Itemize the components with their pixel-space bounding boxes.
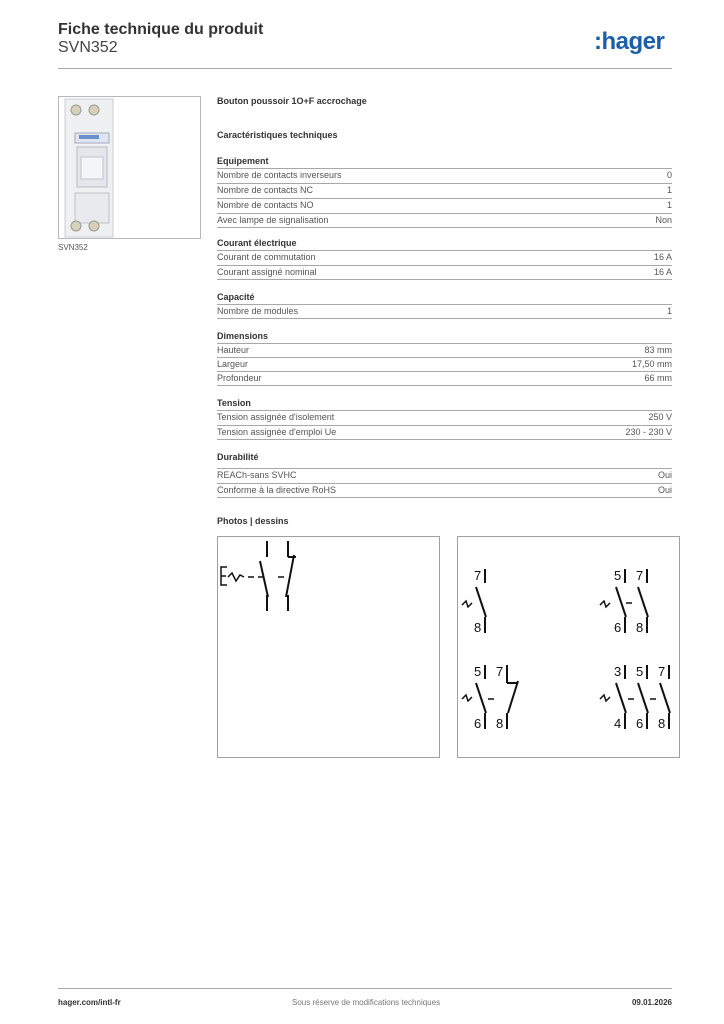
section-title-courant: Courant électrique	[217, 238, 297, 248]
spec-row: Tension assignée d'isolement 250 V	[217, 410, 672, 425]
photo-caption: SVN352	[58, 243, 88, 252]
product-reference: SVN352	[58, 39, 118, 56]
spec-row: Nombre de modules 1	[217, 304, 672, 319]
product-name: Bouton poussoir 1O+F accrochage	[217, 96, 367, 106]
terminal-label: 3	[614, 664, 622, 679]
terminal-label: 5	[614, 568, 622, 583]
terminal-label: 8	[496, 716, 504, 731]
section-title-equipement: Equipement	[217, 156, 269, 166]
terminal-label: 7	[658, 664, 666, 679]
header-divider	[58, 68, 672, 69]
spec-row: REACh-sans SVHC Oui	[217, 468, 672, 483]
spec-row: Tension assignée d'emploi Ue 230 - 230 V	[217, 425, 672, 440]
product-image	[59, 97, 200, 238]
section-title-durabilite: Durabilité	[217, 452, 259, 462]
spec-row: Profondeur 66 mm	[217, 371, 672, 386]
spec-row: Conforme à la directive RoHS Oui	[217, 483, 672, 498]
terminal-label: 5	[636, 664, 644, 679]
terminal-label: 8	[658, 716, 666, 731]
hager-logo: :hager	[594, 28, 665, 55]
characteristics-title: Caractéristiques techniques	[217, 130, 338, 140]
footer-notice: Sous réserve de modifications techniques	[292, 998, 441, 1007]
spec-row: Courant assigné nominal 16 A	[217, 265, 672, 280]
footer-divider	[58, 988, 672, 989]
terminal-label: 4	[614, 716, 622, 731]
footer-website-link[interactable]: hager.com/intl-fr	[58, 998, 121, 1007]
spec-row: Nombre de contacts NC 1	[217, 183, 672, 198]
spec-row: Largeur 17,50 mm	[217, 357, 672, 372]
spec-row: Courant de commutation 16 A	[217, 250, 672, 265]
terminal-label: 7	[474, 568, 482, 583]
section-title-tension: Tension	[217, 398, 251, 408]
document-title: Fiche technique du produit	[58, 21, 264, 38]
terminal-label: 6	[474, 716, 482, 731]
switch-symbol-drawing	[218, 537, 439, 757]
terminal-label: 6	[614, 620, 622, 635]
footer-date: 09.01.2026	[631, 998, 672, 1007]
spec-row: Hauteur 83 mm	[217, 343, 672, 358]
terminal-label: 6	[636, 716, 644, 731]
section-title-capacite: Capacité	[217, 292, 255, 302]
section-title-dimensions: Dimensions	[217, 331, 269, 341]
product-photo	[58, 96, 201, 239]
spec-row: Nombre de contacts inverseurs 0	[217, 168, 672, 183]
terminal-label: 8	[636, 620, 644, 635]
spec-row: Avec lampe de signalisation Non	[217, 213, 672, 228]
terminal-label: 5	[474, 664, 482, 679]
dimension-drawing-box	[217, 536, 440, 758]
terminal-label: 7	[496, 664, 504, 679]
spec-row: Nombre de contacts NO 1	[217, 198, 672, 213]
terminal-label: 8	[474, 620, 482, 635]
wiring-diagrams	[458, 537, 679, 757]
terminal-label: 7	[636, 568, 644, 583]
drawings-title: Photos | dessins	[217, 516, 289, 526]
wiring-diagram-box	[457, 536, 680, 758]
